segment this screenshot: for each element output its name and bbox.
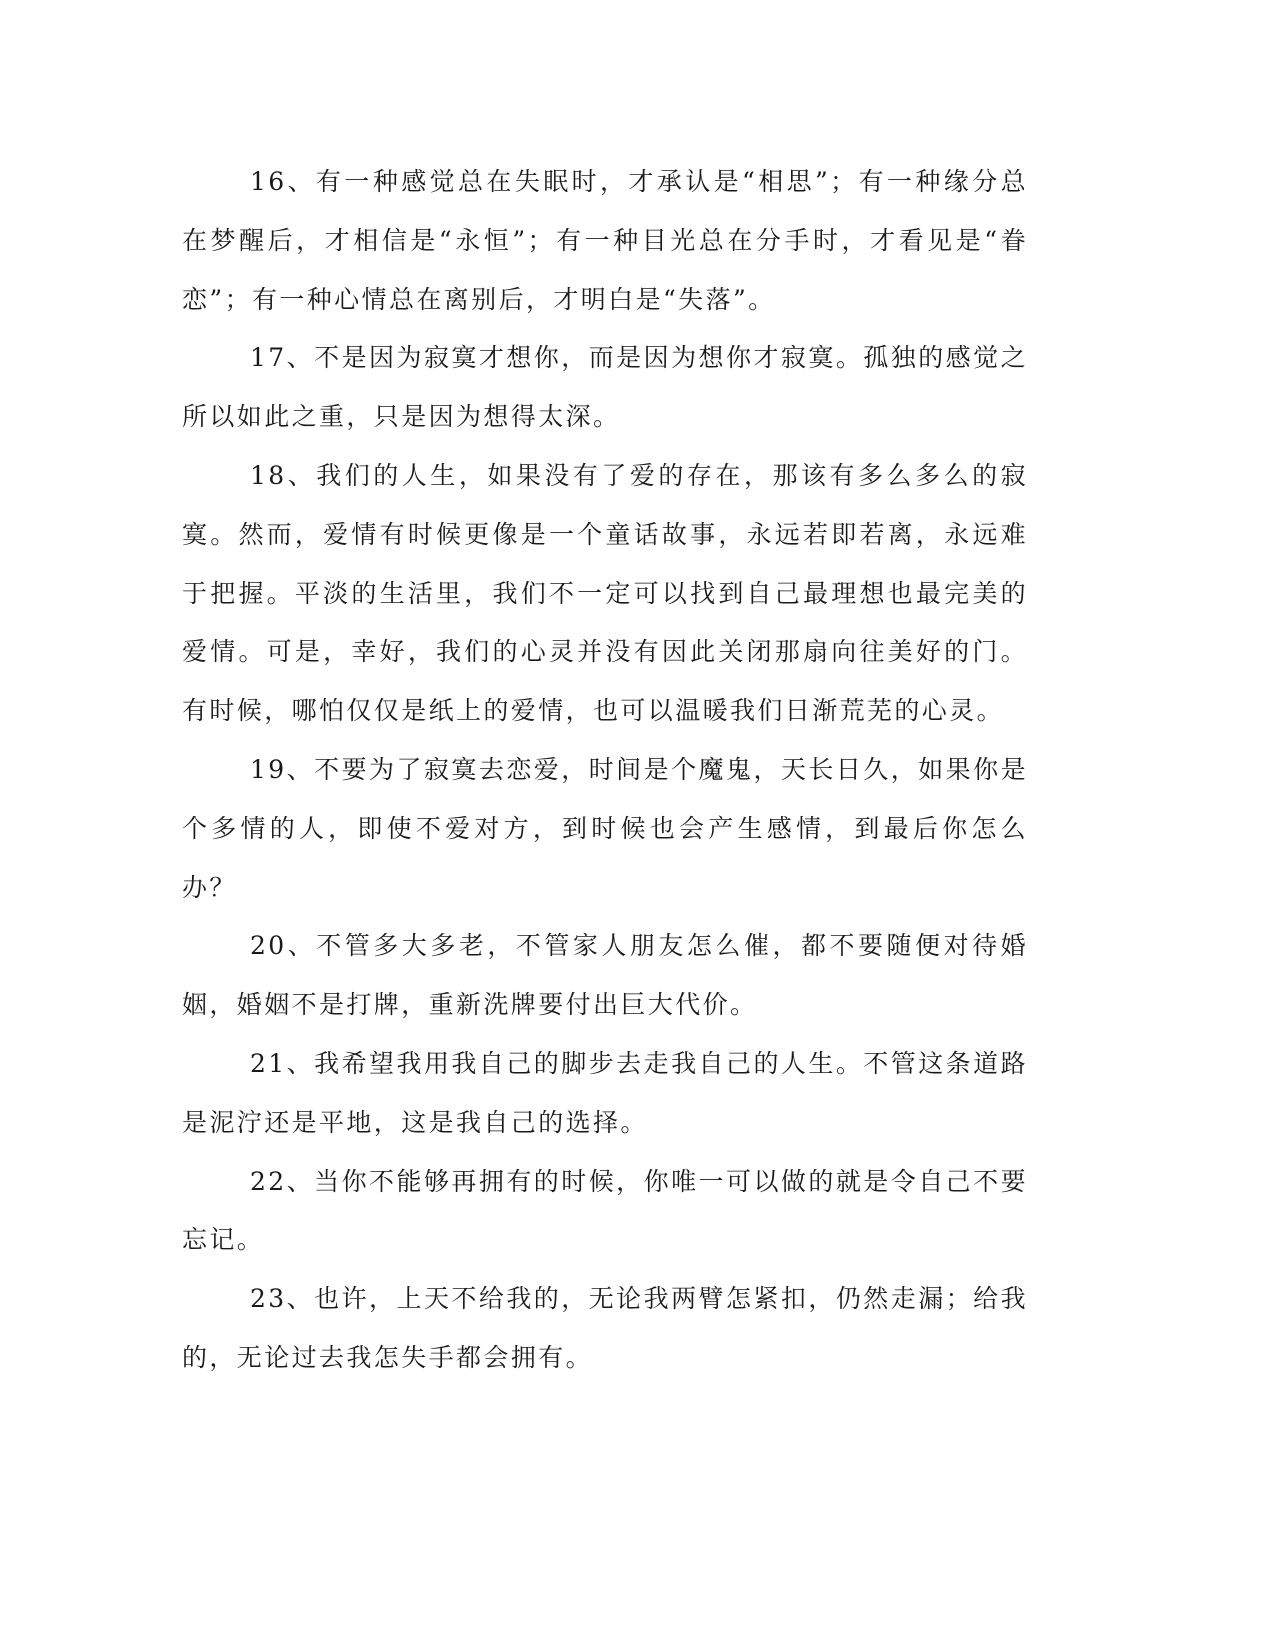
paragraph-16: 16、有一种感觉总在失眠时，才承认是“相思”；有一种缘分总在梦醒后，才相信是“永恒”；有一种目光总在分手时，才看见是“眷恋”；有一种心情总在离别后，才明白是“失落”。 xyxy=(182,167,1028,314)
paragraph-18: 18、我们的人生，如果没有了爱的存在，那该有多么多么的寂寞。然而，爱情有时候更像是一个童话故事，永远若即若离，永远难于把握。平淡的生活里，我们不一定可以找到自己最理想也最完美的爱情。可是，幸好，我们的心灵并没有因此关闭那扇向往美好的门。有时候，哪怕仅仅是纸上的爱情，也可以温暖我们日渐荒芜的心灵。 xyxy=(182,460,1028,726)
paragraph-21: 21、我希望我用我自己的脚步去走我自己的人生。不管这条道路是泥泞还是平地，这是我自己的选择。 xyxy=(182,1048,1028,1137)
paragraph-20: 20、不管多大多老，不管家人朋友怎么催，都不要随便对待婚姻，婚姻不是打牌，重新洗牌要付出巨大代价。 xyxy=(182,931,1028,1020)
paragraph-22: 22、当你不能够再拥有的时候，你唯一可以做的就是令自己不要忘记。 xyxy=(182,1166,1028,1255)
paragraph-17: 17、不是因为寂寞才想你，而是因为想你才寂寞。孤独的感觉之所以如此之重，只是因为想得太深。 xyxy=(182,343,1028,432)
paragraph-19: 19、不要为了寂寞去恋爱，时间是个魔鬼，天长日久，如果你是个多情的人，即使不爱对方，到时候也会产生感情，到最后你怎么办？ xyxy=(182,754,1028,902)
paragraph-23: 23、也许，上天不给我的，无论我两臂怎紧扣，仍然走漏；给我的，无论过去我怎失手都会拥有。 xyxy=(182,1284,1028,1372)
document-body xyxy=(182,153,1028,1388)
